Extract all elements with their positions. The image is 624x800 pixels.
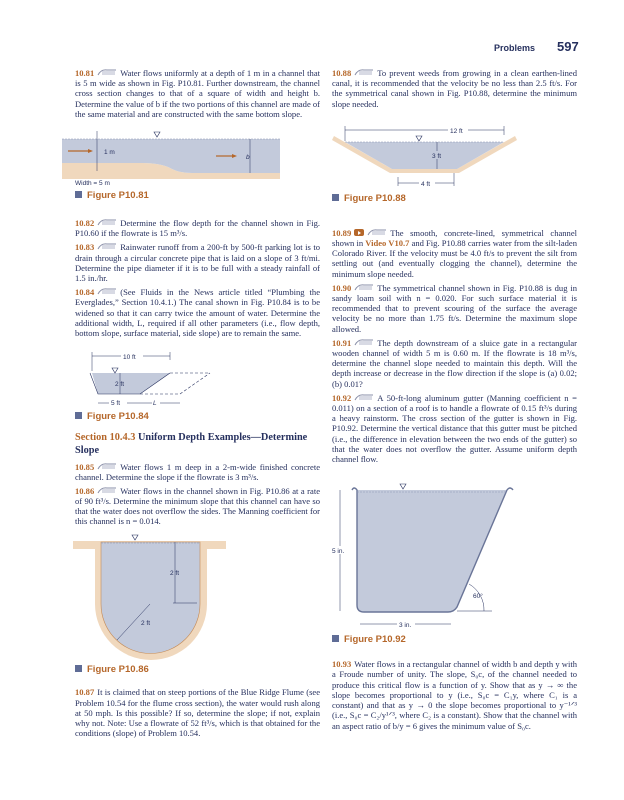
left-column	[75, 68, 320, 738]
problem-text: It is claimed that on steep portions of the Blue Ridge Flume (see Problem 10.54 for the flume cross section), the water would rush along at 50 mph. Is this possible? If so, determine the slope; if not, explain why not. Note: Use a flowrate of 52 ft³/s, which is that obtained for the conditions (slope) of Problem 10.54.	[75, 687, 320, 739]
problem-number: 10.81	[75, 68, 95, 78]
bottom-width-label: 5 ft	[111, 400, 121, 408]
water-surface-icon	[112, 368, 118, 373]
go-tutorial-icon	[97, 243, 117, 250]
problem-number: 10.83	[75, 242, 95, 253]
depth-label: 1 m	[104, 149, 115, 157]
problem-text: Water flows uniformly at a depth of 1 m in a channel that is 5 m wide as shown in Fig. P10.81. Further downstream, the channel cross section changes to that of a square of width and height b. Determine the value of b if the two portions of this channel are made of the same material and are constructed with the same bottom slope.	[75, 68, 320, 119]
caption-text: Figure P10.86	[87, 664, 149, 676]
problem-number: 10.85	[75, 462, 95, 473]
height-label: 5 in.	[332, 548, 345, 556]
problem-number: 10.86	[75, 485, 95, 496]
problem-text: Rainwater runoff from a 200-ft by 500-ft parking lot is to drain through a circular concrete pipe that is laid on a slope of 3 ft/mi. Determine the pipe diameter if it is to be full with a steady rainfall of 1.5 in./hr.	[75, 242, 320, 284]
section-number: Section 10.4.3	[75, 432, 136, 444]
problem-10-86	[75, 486, 320, 527]
figure-p10-92-diagram	[332, 484, 512, 634]
go-tutorial-icon	[97, 219, 117, 226]
problem-10-89	[332, 228, 577, 279]
go-tutorial-icon	[367, 229, 387, 236]
caption-text: Figure P10.81	[87, 190, 149, 202]
depth-label: 2 ft	[115, 381, 125, 389]
caption-marker	[332, 635, 339, 642]
caption-text: Figure P10.92	[344, 634, 406, 646]
problem-number: 10.89	[332, 227, 352, 238]
right-column	[332, 68, 577, 731]
problem-number: 10.91	[332, 337, 352, 348]
figure-p10-88	[332, 123, 577, 189]
figure-caption-p10-88	[332, 193, 577, 204]
angle-label: 60°	[473, 593, 483, 601]
top-width-label: 12 ft	[450, 127, 463, 135]
figure-caption-p10-86	[75, 664, 320, 675]
caption-marker	[75, 412, 82, 419]
figure-p10-84-diagram	[85, 351, 225, 409]
go-tutorial-icon	[97, 69, 117, 76]
figure-caption-p10-81	[75, 190, 320, 201]
problem-10-82	[75, 218, 320, 238]
problem-10-83	[75, 242, 320, 283]
problem-number: 10.90	[332, 282, 352, 293]
caption-marker	[75, 665, 82, 672]
caption-marker	[332, 194, 339, 201]
problem-text: Water flows in a rectangular channel of width b and depth y with a Froude number of unity. The slope, S₀c, of the channel needed to produce this critical flow is a function of y. Show that as y → ∞ the slope becomes proportional to y (i.e., S₀c = C₁y, where C₁ is a constant) and that as y → 0 the slope becomes proportional to y⁻¹ᐟ³ (i.e., S₀c = C₂/y¹ᐟ³, where C₂ is a constant). Show that the channel with an aspect ratio of b/y = 6 gives the minimum value of S₀c.	[332, 659, 577, 731]
go-tutorial-icon	[97, 463, 117, 470]
width-note: Width = 5 m	[75, 180, 110, 188]
problem-10-92	[332, 393, 577, 464]
figure-p10-81-diagram	[62, 129, 282, 179]
problem-text: (See Fluids in the News article titled “Plumbing the Everglades,” Section 10.4.1.) The canal shown in Fig. P10.84 is to be widened so that it can carry twice the amount of water. Determine the additional width, L, required if all other parameters (i.e., flow depth, bottom slope, surface material, side slope) are to remain the same.	[75, 287, 320, 339]
problem-number: 10.93	[332, 659, 352, 670]
caption-text: Figure P10.88	[344, 192, 406, 204]
radius-label: 2 ft	[141, 620, 151, 628]
problem-10-85	[75, 462, 320, 482]
go-tutorial-icon	[97, 487, 117, 494]
problem-number: 10.92	[332, 392, 352, 403]
top-width-label: 10 ft	[123, 354, 136, 362]
depth-label: 2 ft	[170, 570, 180, 578]
go-tutorial-icon	[354, 69, 374, 76]
figure-p10-86-diagram	[72, 534, 228, 664]
figure-p10-81	[75, 129, 320, 187]
problem-text: The smooth, concrete-lined, symmetrical channel shown in	[332, 227, 577, 249]
problem-text: Water flows in the channel shown in Fig. P10.86 at a rate of 90 ft³/s. Determine the minimum slope that this channel can have so that the water does not overflow the sides. The Manning coefficient for this channel is n = 0.014.	[75, 485, 320, 527]
problem-number: 10.88	[332, 68, 352, 78]
caption-text: Figure P10.84	[87, 411, 149, 423]
bottom-width-label: 4 ft	[421, 180, 431, 188]
figure-p10-84	[75, 351, 320, 409]
go-tutorial-icon	[354, 284, 374, 291]
problem-number: 10.84	[75, 287, 95, 298]
added-width-label: L	[153, 400, 157, 408]
figure-p10-86	[75, 534, 320, 664]
problem-number: 10.82	[75, 218, 95, 229]
problem-text: Water flows 1 m deep in a 2-m-wide finished concrete channel. Determine the slope if the flowrate is 3 m³/s.	[75, 462, 320, 483]
go-tutorial-icon	[97, 288, 117, 295]
water-surface-icon	[154, 132, 160, 137]
problem-text: The depth downstream of a sluice gate in a rectangular wooden channel of width 5 m is 0.60 m. If the flowrate is 18 m³/s, determine the channel slope needed to maintain this depth. Will the depth increase or decrease in the flow direction if the slope is (a) 0.02; (b) 0.01?	[332, 337, 577, 389]
water-surface-icon	[416, 136, 422, 141]
problem-text: To prevent weeds from growing in a clean earthen-lined canal, it is recommended that the velocity be no less than 2.5 ft/s. For the symmetrical canal shown in Fig. P10.88, determine the minimum slope needed.	[332, 68, 577, 109]
figure-caption-p10-92	[332, 634, 577, 645]
caption-marker	[75, 191, 82, 198]
figure-caption-p10-84	[75, 411, 320, 422]
running-header: Problems	[494, 43, 536, 53]
depth-label: 3 ft	[432, 152, 442, 160]
water-surface-icon	[400, 484, 406, 489]
height-label: b	[246, 154, 250, 162]
problem-10-93	[332, 659, 577, 730]
bottom-width-label: 3 in.	[399, 622, 412, 630]
problem-10-88	[332, 68, 577, 109]
width-note-wrap	[75, 177, 155, 187]
problem-number: 10.87	[75, 687, 95, 698]
problem-text: The symmetrical channel shown in Fig. P10.88 is dug in sandy loam soil with n = 0.020. For such surface material it is recommended that to prevent scouring of the surface the average velocity be no more than 1.75 ft/s. Determine the maximum slope allowed.	[332, 282, 577, 334]
video-link[interactable]: Video V10.7	[365, 238, 410, 249]
section-heading	[75, 431, 320, 457]
figure-p10-88-diagram	[332, 123, 518, 189]
problem-10-90	[332, 283, 577, 334]
water-surface-icon	[132, 535, 138, 540]
problem-10-91	[332, 338, 577, 389]
problem-10-84	[75, 287, 320, 338]
problem-10-87	[75, 687, 320, 738]
go-tutorial-icon	[354, 339, 374, 346]
problem-text: and Fig. P10.88 carries water from the silt-laden Colorado River. If the velocity must be 4.0 ft/s to prevent the silt from settling out (and eventually clogging the channel), determine the minimum slope needed.	[332, 238, 577, 279]
go-tutorial-icon	[354, 394, 374, 401]
section-title: Uniform Depth Examples—Determine Slope	[75, 432, 308, 457]
problem-text: Determine the flow depth for the channel shown in Fig. P10.60 if the flowrate is 15 m³/s.	[75, 218, 320, 239]
figure-p10-92	[332, 484, 577, 634]
problem-10-81	[75, 68, 320, 119]
problem-text: A 50-ft-long aluminum gutter (Manning coefficient n = 0.011) on a section of a roof is to handle a flowrate of 0.15 ft³/s during a heavy rainstorm. The cross section of the gutter is shown in Fig. P10.92. Determine the vertical distance that this gutter must be pitched (i.e., the difference in elevation between the two ends of the gutter) so that the water does not overflow the gutter. Assume uniform depth channel flow.	[332, 392, 577, 465]
page-number: 597	[557, 39, 579, 54]
video-icon[interactable]	[354, 229, 364, 236]
